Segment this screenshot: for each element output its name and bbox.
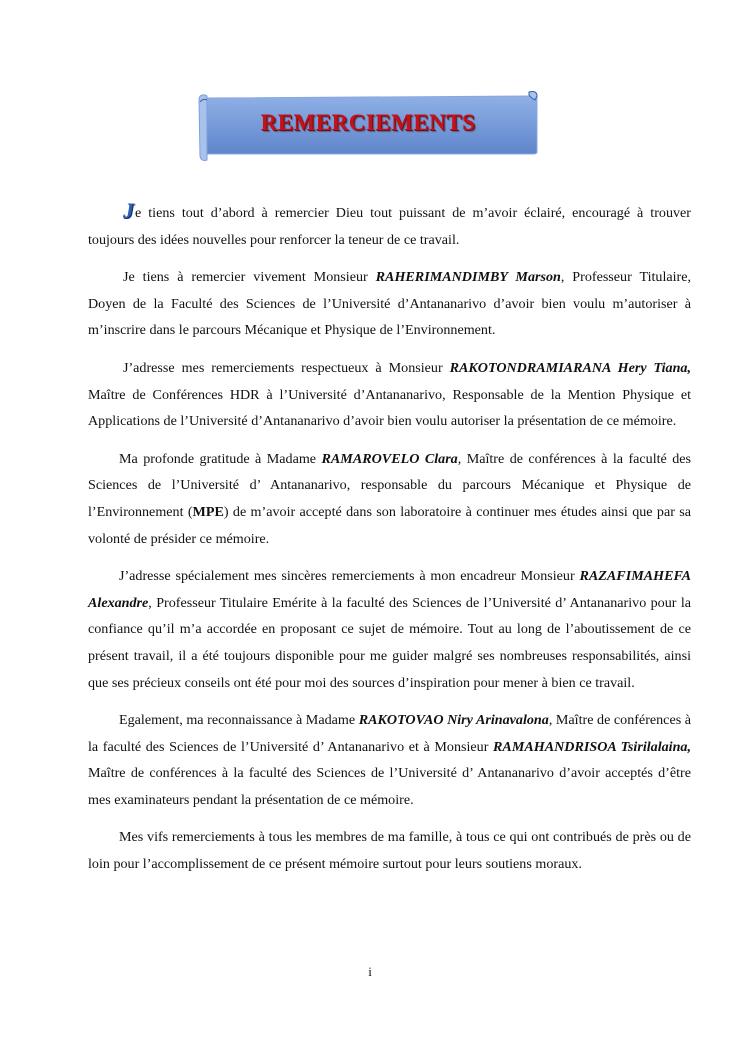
page-title: REMERCIEMENTS <box>260 110 476 135</box>
person-name: RAKOTOVAO Niry Arinavalona <box>358 712 549 729</box>
person-name: RAHERIMANDIMBY Marson <box>375 269 561 286</box>
person-name: RAMAHANDRISOA Tsirilalaina, <box>493 738 691 755</box>
paragraph-1: Je tiens tout d’abord à remercier Dieu tout puissant de m’avoir éclairé, encouragé à trouver toujours des idées nouvelles pour renforcer la teneur de ce travail. <box>88 198 691 248</box>
paragraph-4: Ma profonde gratitude à Madame RAMAROVELO Clara, Maître de conférences à la faculté des Sciences de l’Université d’ Antananarivo, responsable du parcours Mécanique et Physique de l’Environnement (MPE) de m’avoir accepté dans son laboratoire à continuer mes études ainsi que par sa volonté de présider ce mémoire. <box>88 450 692 547</box>
drop-cap: J <box>123 198 134 223</box>
person-name: RAMAROVELO Clara <box>321 450 458 467</box>
acronym: MPE <box>192 503 224 520</box>
paragraph-6: Egalement, ma reconnaissance à Madame RAKOTOVAO Niry Arinavalona, Maître de conférences à la faculté des Sciences de l’Université d’ Antananarivo et à Monsieur RAMAHANDRISOA Tsirilalaina, Maître de conférences à la faculté des Sciences de l’Université d’ Antananarivo d’avoir acceptés d’être mes examinateurs pendant la présentation de ce mémoire. <box>88 712 691 808</box>
acknowledgements-body <box>88 200 691 889</box>
paragraph-2: Je tiens à remercier vivement Monsieur RAHERIMANDIMBY Marson, Professeur Titulaire, Doyen de la Faculté des Sciences de l’Université d’Antananarivo d’avoir bien voulu m’autoriser à m’inscrire dans le parcours Mécanique et Physique de l’Environnement. <box>88 269 692 339</box>
paragraph-5: J’adresse spécialement mes sincères remerciements à mon encadreur Monsieur RAZAFIMAHEFA Alexandre, Professeur Titulaire Emérite à la faculté des Sciences de l’Université d’ Antananarivo pour la confiance qu’il m’a accordée en proposant ce sujet de mémoire. Tout au long de l’aboutissement de ce présent travail, il a été toujours disponible pour me guider malgré ses nombreuses responsabilités, ainsi que ses précieux conseils ont été pour moi des sources d’inspiration pour mener à bien ce travail. <box>88 568 691 691</box>
paragraph-3: J’adresse mes remerciements respectueux à Monsieur RAKOTONDRAMIARANA Hery Tiana, Maître de Conférences HDR à l’Université d’Antananarivo, Responsable de la Mention Physique et Applications de l’Université d’Antananarivo d’avoir bien voulu autoriser la présentation de ce mémoire. <box>88 359 691 430</box>
person-name: RAKOTONDRAMIARANA Hery Tiana, <box>449 359 691 376</box>
person-name: RAZAFIMAHEFA Alexandre <box>88 568 691 611</box>
paragraph-7: Mes vifs remerciements à tous les membres de ma famille, à tous ce qui ont contribués de près ou de loin pour l’accomplissement de ce présent mémoire surtout pour leurs soutiens moraux. <box>88 829 691 873</box>
title-banner <box>197 90 539 162</box>
page-number: i <box>368 964 372 979</box>
